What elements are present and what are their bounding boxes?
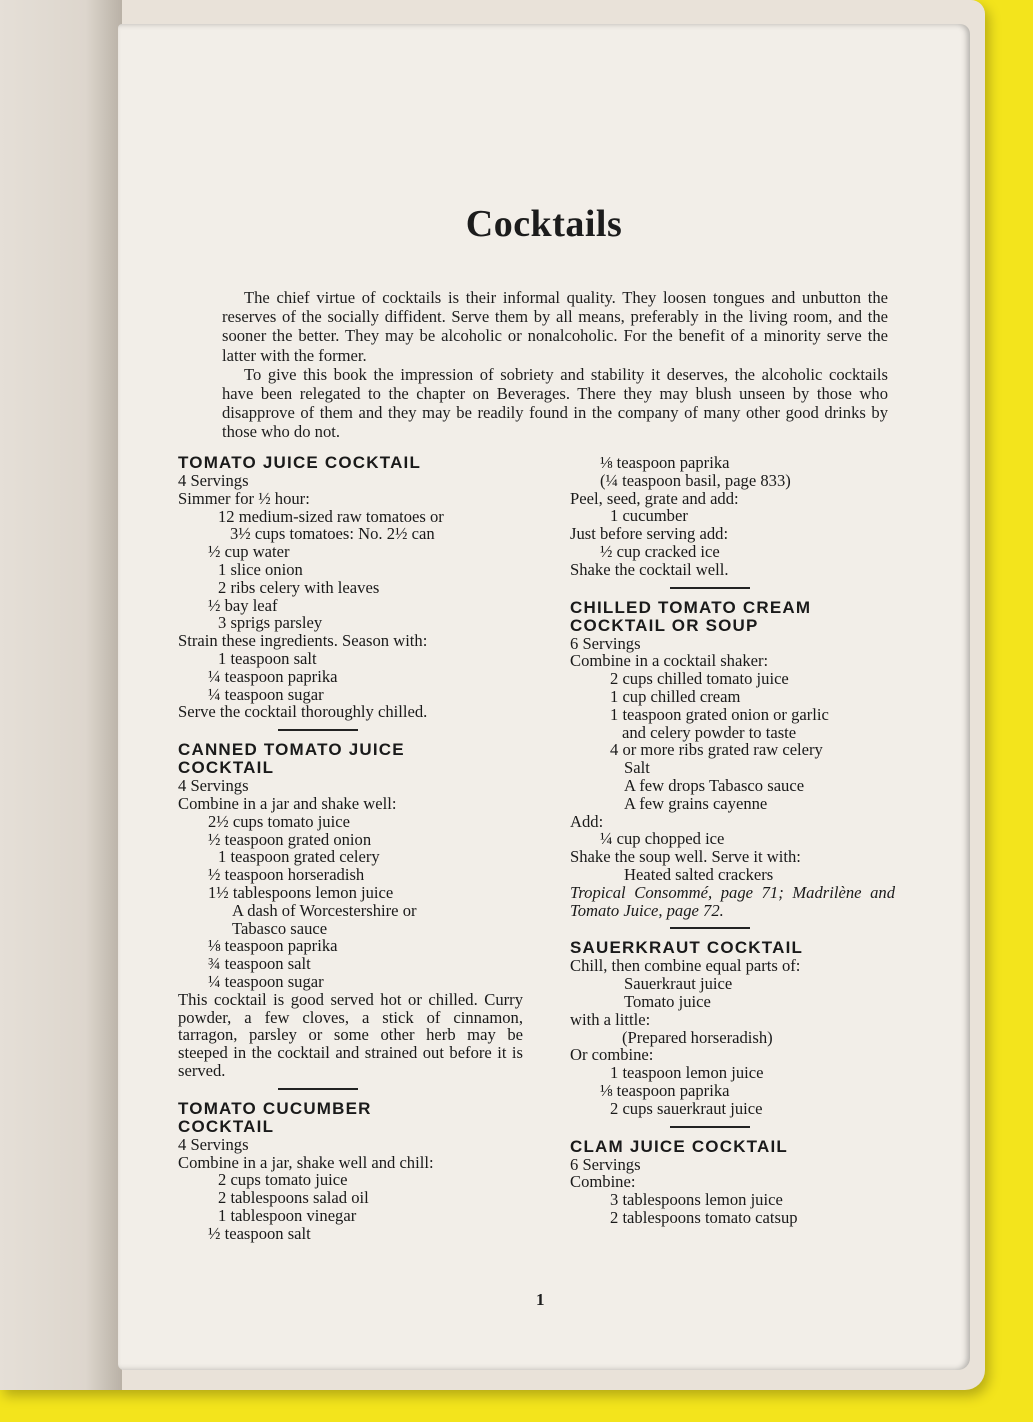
- ingredient-line: Sauerkraut juice: [624, 974, 733, 994]
- recipe-line: Add:: [570, 811, 604, 831]
- section-divider: [278, 1088, 358, 1090]
- recipe-line: Combine in a cocktail shaker:: [570, 651, 769, 671]
- ingredient-line: Tomato juice: [624, 991, 711, 1011]
- ingredient-line: Heated salted crackers: [624, 864, 774, 884]
- ingredient-line: 1 teaspoon grated celery: [218, 847, 380, 867]
- recipe-line: Combine in a jar and shake well:: [178, 793, 397, 813]
- ingredient-line: A dash of Worcestershire or: [232, 900, 417, 920]
- ingredient-line: ½ bay leaf: [208, 595, 278, 615]
- recipe-line: Combine:: [570, 1172, 636, 1192]
- recipe-line: Simmer for ½ hour:: [178, 488, 310, 508]
- ingredient-line: ½ cup water: [208, 542, 290, 562]
- recipe-line: with a little:: [570, 1009, 651, 1029]
- ingredient-line: 12 medium-sized raw tomatoes or: [218, 506, 444, 526]
- right-recipe-column: [570, 454, 895, 1227]
- ingredient-line: 1 teaspoon grated onion or garlic: [610, 704, 829, 724]
- recipe-line: Or combine:: [570, 1045, 654, 1065]
- ingredient-line: 1 tablespoon vinegar: [218, 1205, 357, 1225]
- section-divider: [278, 729, 358, 731]
- recipe-heading: COCKTAIL: [178, 1116, 275, 1136]
- recipe-heading: SAUERKRAUT COCKTAIL: [570, 938, 804, 958]
- section-divider: [670, 587, 750, 589]
- ingredient-line: ¾ teaspoon salt: [208, 954, 311, 974]
- recipe-heading: TOMATO CUCUMBER: [178, 1098, 372, 1118]
- ingredient-line: 2 ribs celery with leaves: [218, 577, 380, 597]
- ingredient-line: 2½ cups tomato juice: [208, 811, 350, 831]
- page-number: 1: [536, 1290, 545, 1309]
- ingredient-line: 2 cups tomato juice: [218, 1170, 348, 1190]
- ingredient-line: 2 tablespoons salad oil: [218, 1188, 369, 1208]
- ingredient-line: ⅛ teaspoon paprika: [208, 936, 338, 956]
- ingredient-line: ½ teaspoon grated onion: [208, 829, 372, 849]
- ingredient-line: 1 slice onion: [218, 559, 303, 579]
- recipe-line: Just before serving add:: [570, 524, 729, 544]
- ingredient-line: 3 tablespoons lemon juice: [610, 1190, 783, 1210]
- recipe-line: Shake the cocktail well.: [570, 559, 729, 579]
- recipe-line: Chill, then combine equal parts of:: [570, 956, 801, 976]
- recipe-heading: COCKTAIL OR SOUP: [570, 615, 759, 635]
- intro-paragraph: The chief virtue of cocktails is their informal quality. They loosen tongues and unbutton the reserves of the socially diffident. Serve them by all means, preferably in the living room, and the sooner the better. They may be alcoholic or nonalcoholic. For the benefit of a minority serve the latter with the former.: [222, 288, 888, 365]
- recipe-heading: COCKTAIL: [178, 758, 275, 778]
- recipe-line: Peel, seed, grate and add:: [570, 488, 739, 508]
- recipe-line: Serve the cocktail thoroughly chilled.: [178, 702, 428, 722]
- page-title: Cocktails: [465, 203, 623, 245]
- cross-reference: Tropical Consommé, page 71; Madrilène and Tomato Juice, page 72.: [570, 882, 895, 920]
- left-recipe-column: [178, 454, 523, 1242]
- recipe-heading: CANNED TOMATO JUICE: [178, 740, 405, 760]
- ingredient-line: Salt: [624, 758, 650, 778]
- ingredient-line: ¼ cup chopped ice: [600, 829, 725, 849]
- recipe-line: Combine in a jar, shake well and chill:: [178, 1152, 434, 1172]
- ingredient-line: ¼ teaspoon sugar: [208, 684, 324, 704]
- ingredient-line: ½ teaspoon salt: [208, 1223, 311, 1243]
- ingredient-line: (Prepared horseradish): [622, 1027, 773, 1047]
- section-divider: [670, 1126, 750, 1128]
- ingredient-line: 1 teaspoon lemon juice: [610, 1063, 764, 1083]
- ingredient-line: 3 sprigs parsley: [218, 613, 323, 633]
- intro-paragraph: To give this book the impression of sobriety and stability it deserves, the alcoholic cocktails have been relegated to the chapter on Beverages. There they may blush unseen by those who disapprove of them and they may be readily found in the company of many other good drinks by those who do not.: [222, 364, 888, 442]
- ingredient-line: 2 tablespoons tomato catsup: [610, 1207, 798, 1227]
- intro-text: [222, 288, 888, 442]
- ingredient-line: 3½ cups tomatoes: No. 2½ can: [230, 524, 435, 544]
- ingredient-line: ¼ teaspoon paprika: [208, 666, 338, 686]
- ingredient-line: 2 cups sauerkraut juice: [610, 1098, 763, 1118]
- ingredient-line: 1 cup chilled cream: [610, 686, 741, 706]
- ingredient-line: ⅛ teaspoon paprika: [600, 1080, 730, 1100]
- ingredient-line: A few grains cayenne: [624, 793, 768, 813]
- ingredient-line: ⅛ teaspoon paprika: [600, 453, 730, 472]
- recipe-line: 4 Servings: [178, 776, 249, 796]
- left-page-edge: [0, 0, 122, 1390]
- recipe-heading: CLAM JUICE COCKTAIL: [570, 1136, 788, 1156]
- cookbook-page: [118, 24, 970, 1370]
- ingredient-line: 4 or more ribs grated raw celery: [610, 740, 823, 760]
- ingredient-line: 2 cups chilled tomato juice: [610, 669, 789, 689]
- recipe-line: 6 Servings: [570, 633, 641, 653]
- ingredient-line: (¼ teaspoon basil, page 833): [600, 470, 791, 490]
- recipe-line: Shake the soup well. Serve it with:: [570, 847, 801, 867]
- recipe-note: This cocktail is good served hot or chilled. Curry powder, a few cloves, a stick of cinnamon, tarragon, parsley or some other herb may be steeped in the cocktail and strained out before it is served.: [178, 989, 523, 1080]
- recipe-line: 6 Servings: [570, 1154, 641, 1174]
- ingredient-line: ¼ teaspoon sugar: [208, 971, 324, 991]
- ingredient-line: Tabasco sauce: [232, 918, 328, 938]
- recipe-line: Strain these ingredients. Season with:: [178, 631, 428, 651]
- recipe-heading: CHILLED TOMATO CREAM: [570, 597, 812, 617]
- ingredient-line: 1 teaspoon salt: [218, 648, 317, 668]
- recipe-heading: TOMATO JUICE COCKTAIL: [178, 453, 422, 472]
- ingredient-line: 1 cucumber: [610, 506, 688, 526]
- ingredient-line: A few drops Tabasco sauce: [624, 775, 805, 795]
- ingredient-line: ½ teaspoon horseradish: [208, 865, 365, 885]
- ingredient-line: and celery powder to taste: [622, 722, 797, 742]
- ingredient-line: ½ cup cracked ice: [600, 541, 720, 561]
- recipe-line: 4 Servings: [178, 1134, 249, 1154]
- ingredient-line: 1½ tablespoons lemon juice: [208, 882, 394, 902]
- section-divider: [670, 927, 750, 929]
- recipe-line: 4 Servings: [178, 471, 249, 490]
